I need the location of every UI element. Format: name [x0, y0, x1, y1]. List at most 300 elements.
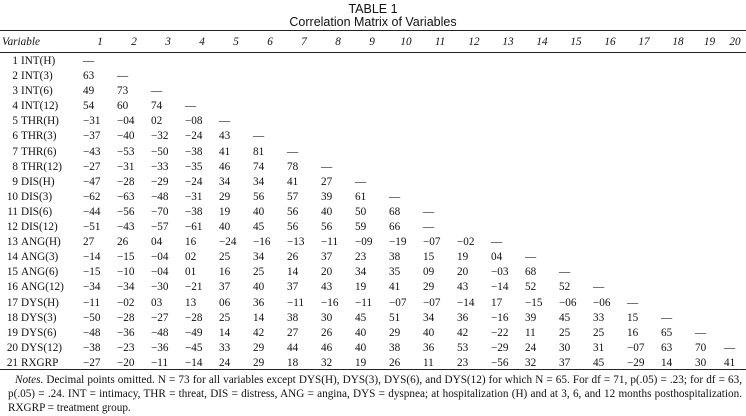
table-row — [0, 341, 746, 356]
variable-cell — [0, 265, 83, 280]
correlation-cell — [287, 114, 321, 129]
correlation-cell: 73 — [117, 85, 129, 98]
correlation-cell: 49 — [83, 85, 95, 98]
table-row — [0, 205, 746, 220]
correlation-cell: — — [661, 311, 673, 324]
correlation-cell — [695, 114, 724, 129]
correlation-cell — [423, 175, 457, 190]
variable-label: DYS(12) — [21, 341, 63, 354]
correlation-cell — [219, 52, 253, 69]
correlation-cell: −11 — [321, 236, 339, 249]
correlation-cell — [355, 114, 389, 129]
table-row — [0, 190, 746, 205]
correlation-matrix — [0, 31, 746, 371]
correlation-cell — [491, 145, 525, 160]
correlation-cell — [559, 145, 593, 160]
correlation-cell: 38 — [389, 341, 401, 354]
variable-label: INT(6) — [21, 85, 53, 98]
correlation-cell: 43 — [219, 130, 231, 143]
correlation-cell: 65 — [661, 326, 673, 339]
variable-cell — [0, 326, 83, 341]
correlation-cell — [695, 235, 724, 250]
correlation-cell — [491, 69, 525, 84]
correlation-cell: 29 — [389, 326, 401, 339]
correlation-cell — [559, 160, 593, 175]
correlation-cell: 20 — [321, 266, 333, 279]
correlation-cell: 41 — [724, 356, 736, 369]
correlation-cell — [695, 296, 724, 311]
correlation-cell: 13 — [185, 296, 197, 309]
correlation-cell: −29 — [627, 356, 645, 369]
variable-number: 17 — [6, 296, 18, 309]
correlation-cell — [389, 160, 423, 175]
correlation-cell: −06 — [593, 296, 611, 309]
correlation-cell: −56 — [117, 205, 135, 218]
correlation-cell: — — [287, 145, 299, 158]
correlation-cell — [559, 52, 593, 69]
correlation-cell: −11 — [151, 356, 169, 369]
correlation-cell — [253, 69, 287, 84]
variable-cell — [0, 341, 83, 356]
correlation-cell: 43 — [457, 281, 469, 294]
correlation-cell: 19 — [457, 251, 469, 264]
correlation-cell — [627, 84, 661, 99]
variable-number: 9 — [12, 175, 18, 188]
correlation-cell: 54 — [83, 100, 95, 113]
correlation-cell — [321, 145, 355, 160]
correlation-cell: −28 — [185, 311, 203, 324]
correlation-cell — [287, 69, 321, 84]
variable-cell — [0, 235, 83, 250]
correlation-cell: −11 — [355, 296, 373, 309]
correlation-cell: −40 — [117, 130, 135, 143]
correlation-cell — [593, 250, 627, 265]
correlation-cell — [661, 235, 695, 250]
correlation-cell: −11 — [83, 296, 101, 309]
correlation-cell — [525, 84, 559, 99]
correlation-cell: −35 — [185, 160, 203, 173]
correlation-cell — [253, 99, 287, 114]
correlation-cell — [389, 69, 423, 84]
correlation-cell — [457, 160, 491, 175]
correlation-cell — [593, 129, 627, 144]
correlation-cell: — — [185, 100, 197, 113]
table-row — [0, 220, 746, 235]
correlation-cell — [593, 52, 627, 69]
correlation-cell: 46 — [219, 160, 231, 173]
correlation-cell: −50 — [83, 311, 101, 324]
variable-number: 13 — [6, 236, 18, 249]
table-row — [0, 250, 746, 265]
correlation-cell: 61 — [355, 190, 367, 203]
correlation-cell: 15 — [423, 251, 435, 264]
column-header: 20 — [729, 35, 741, 48]
correlation-cell: 34 — [423, 311, 435, 324]
variable-label: THR(3) — [21, 130, 57, 143]
correlation-cell: 25 — [219, 251, 231, 264]
variable-number: 16 — [6, 281, 18, 294]
table-row — [0, 84, 746, 99]
variable-label: DYS(6) — [21, 326, 57, 339]
table-row — [0, 296, 746, 311]
correlation-cell: — — [559, 266, 571, 279]
variable-number: 19 — [6, 326, 18, 339]
correlation-cell: — — [695, 326, 707, 339]
table-title: Correlation Matrix of Variables — [289, 15, 457, 29]
correlation-cell: −32 — [151, 130, 169, 143]
correlation-cell — [593, 235, 627, 250]
correlation-cell — [695, 265, 724, 280]
correlation-cell: 25 — [559, 326, 571, 339]
correlation-cell — [593, 99, 627, 114]
correlation-cell — [695, 69, 724, 84]
correlation-cell: — — [321, 160, 333, 173]
correlation-cell: −29 — [151, 175, 169, 188]
correlation-cell: −38 — [185, 145, 203, 158]
table-number: TABLE 1 — [348, 2, 398, 16]
correlation-cell: −07 — [389, 296, 407, 309]
variable-label: DIS(3) — [21, 190, 53, 203]
correlation-cell: −24 — [219, 236, 237, 249]
correlation-cell — [525, 235, 559, 250]
correlation-cell — [661, 114, 695, 129]
correlation-cell — [457, 129, 491, 144]
correlation-cell — [627, 129, 661, 144]
variable-cell — [0, 145, 83, 160]
variable-number: 14 — [6, 251, 18, 264]
correlation-cell: — — [525, 251, 537, 264]
column-header: 16 — [604, 35, 616, 48]
correlation-cell — [491, 84, 525, 99]
correlation-cell: 38 — [287, 311, 299, 324]
correlation-cell — [695, 84, 724, 99]
correlation-cell — [695, 129, 724, 144]
correlation-cell — [593, 114, 627, 129]
correlation-cell: 34 — [253, 175, 265, 188]
variable-number: 3 — [12, 85, 18, 98]
correlation-cell: 81 — [253, 145, 265, 158]
correlation-cell: 63 — [661, 341, 673, 354]
correlation-cell: — — [219, 115, 231, 128]
correlation-cell: 78 — [287, 160, 299, 173]
correlation-cell — [724, 296, 746, 311]
table-row — [0, 114, 746, 129]
correlation-cell: 17 — [491, 296, 503, 309]
correlation-cell: −34 — [83, 281, 101, 294]
correlation-cell — [724, 220, 746, 235]
correlation-cell: 40 — [423, 326, 435, 339]
correlation-cell: 11 — [423, 356, 434, 369]
correlation-cell: — — [627, 296, 639, 309]
correlation-cell — [724, 114, 746, 129]
correlation-cell: 41 — [287, 175, 299, 188]
correlation-cell — [661, 280, 695, 295]
correlation-cell: −24 — [185, 130, 203, 143]
correlation-cell — [559, 250, 593, 265]
column-header: 19 — [703, 35, 716, 48]
correlation-cell: 02 — [185, 251, 197, 264]
variable-number: 18 — [6, 311, 18, 324]
correlation-cell: 52 — [559, 281, 571, 294]
correlation-cell: 24 — [525, 341, 537, 354]
correlation-cell — [627, 205, 661, 220]
correlation-cell — [627, 175, 661, 190]
correlation-cell: −04 — [117, 115, 135, 128]
correlation-cell: 37 — [219, 281, 231, 294]
correlation-cell — [389, 52, 423, 69]
correlation-cell — [457, 190, 491, 205]
correlation-cell — [559, 205, 593, 220]
correlation-cell: 42 — [457, 326, 469, 339]
column-header: 2 — [131, 35, 137, 48]
correlation-cell: 40 — [219, 221, 231, 234]
correlation-cell: −37 — [83, 130, 101, 143]
correlation-cell — [661, 265, 695, 280]
correlation-cell — [185, 69, 219, 84]
correlation-cell — [457, 99, 491, 114]
correlation-cell: 04 — [491, 251, 503, 264]
correlation-cell: −24 — [185, 175, 203, 188]
correlation-cell — [457, 114, 491, 129]
variable-label: DYS(H) — [21, 296, 59, 309]
correlation-cell — [457, 175, 491, 190]
correlation-cell — [627, 280, 661, 295]
correlation-cell — [724, 235, 746, 250]
variable-cell — [0, 99, 83, 114]
correlation-cell: 59 — [355, 221, 367, 234]
correlation-cell: 27 — [321, 175, 333, 188]
column-header: 3 — [165, 35, 171, 48]
correlation-cell: 40 — [355, 326, 367, 339]
column-header: 4 — [199, 35, 205, 48]
correlation-cell — [525, 175, 559, 190]
variable-cell — [0, 190, 83, 205]
correlation-cell — [593, 190, 627, 205]
table-row — [0, 52, 746, 69]
correlation-cell: 40 — [355, 341, 367, 354]
column-header: 7 — [301, 35, 307, 48]
table-row — [0, 160, 746, 175]
correlation-cell — [593, 160, 627, 175]
correlation-cell: 16 — [219, 266, 231, 279]
correlation-cell: — — [593, 281, 605, 294]
correlation-cell: −22 — [491, 326, 509, 339]
column-header-row — [0, 31, 746, 52]
variable-cell — [0, 129, 83, 144]
correlation-cell: −50 — [151, 145, 169, 158]
correlation-cell: 60 — [117, 100, 129, 113]
correlation-cell: −63 — [117, 190, 135, 203]
correlation-cell — [661, 205, 695, 220]
correlation-cell: 14 — [253, 311, 265, 324]
correlation-cell: −61 — [185, 221, 203, 234]
correlation-cell: −16 — [491, 311, 509, 324]
correlation-cell — [253, 52, 287, 69]
table-row — [0, 175, 746, 190]
variable-label: DIS(6) — [21, 205, 53, 218]
correlation-cell: −27 — [83, 356, 101, 369]
correlation-cell: −48 — [151, 326, 169, 339]
correlation-cell: 25 — [219, 311, 231, 324]
correlation-cell: 27 — [287, 326, 299, 339]
correlation-cell: 68 — [389, 205, 401, 218]
correlation-cell — [219, 84, 253, 99]
correlation-cell: 74 — [151, 100, 163, 113]
correlation-cell: −16 — [253, 236, 271, 249]
correlation-cell: −15 — [117, 251, 135, 264]
correlation-cell — [559, 114, 593, 129]
correlation-cell — [423, 52, 457, 69]
correlation-cell: 19 — [355, 281, 367, 294]
column-header: 15 — [570, 35, 582, 48]
correlation-cell: 01 — [185, 266, 197, 279]
correlation-cell: −06 — [559, 296, 577, 309]
correlation-cell — [525, 160, 559, 175]
correlation-cell: 39 — [525, 311, 537, 324]
correlation-cell — [695, 99, 724, 114]
correlation-cell: — — [117, 70, 129, 83]
correlation-cell — [661, 99, 695, 114]
correlation-cell — [695, 52, 724, 69]
correlation-cell: −33 — [151, 160, 169, 173]
correlation-cell: −14 — [457, 296, 475, 309]
variable-number: 21 — [6, 356, 18, 369]
variable-cell — [0, 280, 83, 295]
variable-cell — [0, 311, 83, 326]
correlation-cell: −31 — [185, 190, 203, 203]
correlation-cell — [695, 175, 724, 190]
correlation-cell — [559, 99, 593, 114]
correlation-cell — [559, 175, 593, 190]
table-row — [0, 145, 746, 160]
correlation-cell — [724, 99, 746, 114]
variable-number: 11 — [7, 205, 18, 218]
correlation-cell — [491, 190, 525, 205]
correlation-cell: −11 — [287, 296, 305, 309]
correlation-cell: 25 — [593, 326, 605, 339]
correlation-cell: 37 — [321, 251, 333, 264]
correlation-cell: 66 — [389, 221, 401, 234]
correlation-cell — [491, 160, 525, 175]
correlation-cell — [695, 220, 724, 235]
variable-label: DIS(H) — [21, 175, 55, 188]
column-header: 8 — [335, 35, 341, 48]
correlation-cell — [661, 129, 695, 144]
correlation-cell — [695, 280, 724, 295]
correlation-cell: −51 — [83, 221, 101, 234]
correlation-cell: 40 — [321, 205, 333, 218]
correlation-cell — [559, 220, 593, 235]
correlation-cell: −23 — [117, 341, 135, 354]
correlation-cell: 68 — [525, 266, 537, 279]
correlation-cell: −28 — [117, 175, 135, 188]
correlation-cell: 33 — [593, 311, 605, 324]
correlation-cell: −43 — [83, 145, 101, 158]
correlation-cell: 57 — [287, 190, 299, 203]
correlation-cell: 37 — [287, 281, 299, 294]
correlation-cell: −57 — [151, 221, 169, 234]
correlation-cell — [593, 69, 627, 84]
table-row — [0, 69, 746, 84]
correlation-cell: −07 — [627, 341, 645, 354]
correlation-cell: 23 — [355, 251, 367, 264]
correlation-cell: 56 — [253, 190, 265, 203]
correlation-cell — [724, 190, 746, 205]
correlation-cell: 35 — [389, 266, 401, 279]
correlation-cell — [593, 205, 627, 220]
correlation-cell — [389, 114, 423, 129]
correlation-cell — [627, 250, 661, 265]
correlation-cell: −14 — [83, 251, 101, 264]
correlation-cell: −02 — [117, 296, 135, 309]
table-row — [0, 129, 746, 144]
variable-label: ANG(6) — [21, 266, 59, 279]
variable-label: RXGRP — [21, 356, 59, 369]
correlation-cell — [525, 52, 559, 69]
correlation-cell — [355, 99, 389, 114]
correlation-cell — [355, 160, 389, 175]
correlation-cell: 30 — [321, 311, 333, 324]
correlation-cell — [423, 129, 457, 144]
column-header: 9 — [369, 35, 375, 48]
correlation-cell: 32 — [321, 356, 333, 369]
correlation-cell — [695, 145, 724, 160]
correlation-cell: −56 — [491, 356, 509, 369]
correlation-cell: 11 — [525, 326, 536, 339]
correlation-cell — [627, 145, 661, 160]
correlation-cell: −10 — [117, 266, 135, 279]
correlation-cell: 25 — [253, 266, 265, 279]
correlation-cell: 40 — [253, 281, 265, 294]
correlation-cell: 20 — [457, 266, 469, 279]
column-header: 10 — [400, 35, 412, 48]
correlation-cell: 39 — [321, 190, 333, 203]
column-header: 5 — [233, 35, 239, 48]
correlation-cell — [355, 69, 389, 84]
correlation-cell: −38 — [185, 205, 203, 218]
correlation-cell: −53 — [117, 145, 135, 158]
correlation-cell: 42 — [253, 326, 265, 339]
correlation-cell — [423, 84, 457, 99]
correlation-cell: −44 — [83, 205, 101, 218]
variable-label: INT(H) — [21, 55, 56, 67]
correlation-cell: 15 — [627, 311, 639, 324]
correlation-cell — [491, 99, 525, 114]
correlation-cell — [321, 129, 355, 144]
correlation-cell: 14 — [661, 356, 673, 369]
correlation-cell: 36 — [457, 311, 469, 324]
correlation-cell — [695, 160, 724, 175]
correlation-cell: — — [423, 221, 435, 234]
correlation-cell — [593, 145, 627, 160]
correlation-cell: −08 — [185, 115, 203, 128]
correlation-cell — [661, 160, 695, 175]
correlation-cell: −19 — [389, 236, 407, 249]
correlation-cell: −15 — [525, 296, 543, 309]
correlation-cell — [457, 220, 491, 235]
correlation-cell: −31 — [83, 115, 101, 128]
correlation-cell — [423, 114, 457, 129]
notes-text: Decimal points omitted. N = 73 for all variables except DYS(H), DYS(3), DYS(6), and DYS(12) for which N = 65. For df = 71, p(.05) = .23; for df = 63, p(.05) = .24. INT = intimacy, THR = threat, DIS = distress, ANG = angina, DYS = dyspnea; at hospitalization (H) and at 3, 6, and 12 months posthospitalization. RXGRP = treatment group. — [8, 374, 742, 414]
correlation-cell — [724, 205, 746, 220]
correlation-cell: 33 — [219, 341, 231, 354]
correlation-cell — [593, 265, 627, 280]
correlation-cell: — — [355, 175, 367, 188]
correlation-cell — [627, 190, 661, 205]
correlation-cell: — — [423, 205, 435, 218]
correlation-cell — [559, 129, 593, 144]
correlation-cell: 41 — [389, 281, 401, 294]
